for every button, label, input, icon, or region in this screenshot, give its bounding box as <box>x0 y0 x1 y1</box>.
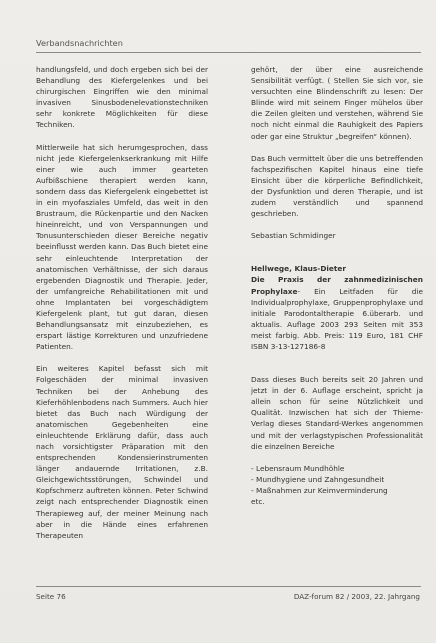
book-entry <box>251 263 423 352</box>
right-paragraph-3: Dass dieses Buch bereits seit 20 Jahren und jetzt in der 6. Auflage erscheint, spricht ja allein schon für seine Nützlichkeit und Qualität. Inzwischen hat sich der Thieme-Verlag dieses Standard-Werkes angenommen und mit der verlagstypischen Professionalität die einzelnen Bereiche <box>251 375 423 451</box>
footer-rule <box>36 586 421 587</box>
header-rule <box>36 52 421 53</box>
left-column <box>36 64 208 541</box>
list-item: - Maßnahmen zur Keimverminderung <box>251 485 423 496</box>
book-description: - Ein Leitfaden für die Individualprophylaxe, Gruppenprophylaxe und initiale Parodontaltherapie 6.überarb. und aktualis. Auflage 2003 293 Seiten mit 353 meist farbig. Abb. Preis: 119 Euro, 181 CHF ISBN 3-13-127186-8 <box>251 286 423 351</box>
section-header: Verbandsnachrichten <box>36 38 123 48</box>
left-paragraph-3: Ein weiteres Kapitel befasst sich mit Folgeschäden der minimal invasiven Techniken bei der Anhebung des Kieferhöhlenbodens nach Summers. Auch hier bietet das Buch nach Würdigung der anatomischen Gegebenheiten eine einleuchtende Erklärung dafür, dass auch nach vorsichtigster Präparation mit den entsprechenden Kondensierinstrumenten länger andauernde Irritationen, z.B. Gleichgewichtsstörungen, Schwindel und Kopfschmerz auftreten können. Peter Schwind zeigt nach entsprechender Diagnostik einen Therapieweg auf, der meiner Meinung nach aber in die Hände eines erfahrenen Therapeuten <box>36 364 208 540</box>
right-column <box>251 64 423 507</box>
journal-info: DAZ-forum 82 / 2003, 22. Jahrgang <box>293 592 420 601</box>
page-number: Seite 76 <box>36 592 66 601</box>
list-item: - Lebensraum Mundhöhle <box>251 463 423 474</box>
list-end: etc. <box>251 497 265 506</box>
book-author: Hellwege, Klaus-Dieter <box>251 264 347 274</box>
left-paragraph-1: handlungsfeld, und doch ergeben sich bei der Behandlung des Kiefergelenkes und bei chirurgischen Eingriffen wie den minimal invasiven Sinusbodenelevationstechniken sehr konkrete Möglichkeiten für diese Techniken. <box>36 65 208 130</box>
list-item: - Mundhygiene und Zahngesundheit <box>251 474 423 485</box>
right-paragraph-1: gehört, der über eine ausreichende Sensibilität verfügt. ( Stellen Sie sich vor, sie versuchten eine Blindenschrift zu lesen: Der Blinde wird mit seinem Finger mühelos über die Zeilen gleiten und verstehen, während Sie noch nicht einmal die Rauhigkeit des Papiers oder gar eine Struktur „begreifen“ können). <box>251 65 423 141</box>
topic-list <box>251 463 423 496</box>
book-title: Die Praxis der zahnmedizinischen Prophylaxe <box>251 275 423 296</box>
left-paragraph-2: Mittlerweile hat sich herumgesprochen, dass nicht jede Kiefergelenkserkrankung mit Hilfe einer wie auch immer gearteten Aufbißschiene therapiert werden kann, sondern dass das Kiefergelenk eingebettet ist in ein myofasziales Umfeld, das weit in den Brustraum, die Rückenpartie und den Nacken hineinreicht, und von Verspannungen und Tonusunterschieden dieser Bereiche negativ beeinflusst werden kann. Das Buch bietet eine sehr einleuchtende Interpretation der anatomischen Verhältnisse, der sich daraus ergebenden Diagnostik und Therapie. Jeder, der umfangreiche Rehabilitationen mit und ohne Implantaten bei vorgeschädigtem Kiefergelenk plant, tut gut daran, diesen Behandlungsansatz mit einzubeziehen, es erspart lästige Korrekturen und unzufriedene Patienten. <box>36 142 208 352</box>
right-paragraph-2: Das Buch vermittelt über die uns betreffenden fachspezifischen Kapitel hinaus eine tiefe Einsicht über die körperliche Befindlichkeit, der Dysfunktion und deren Therapie, und ist zudem verständlich und spannend geschrieben. <box>251 153 423 219</box>
review-signature: Sebastian Schmidinger <box>251 231 336 241</box>
